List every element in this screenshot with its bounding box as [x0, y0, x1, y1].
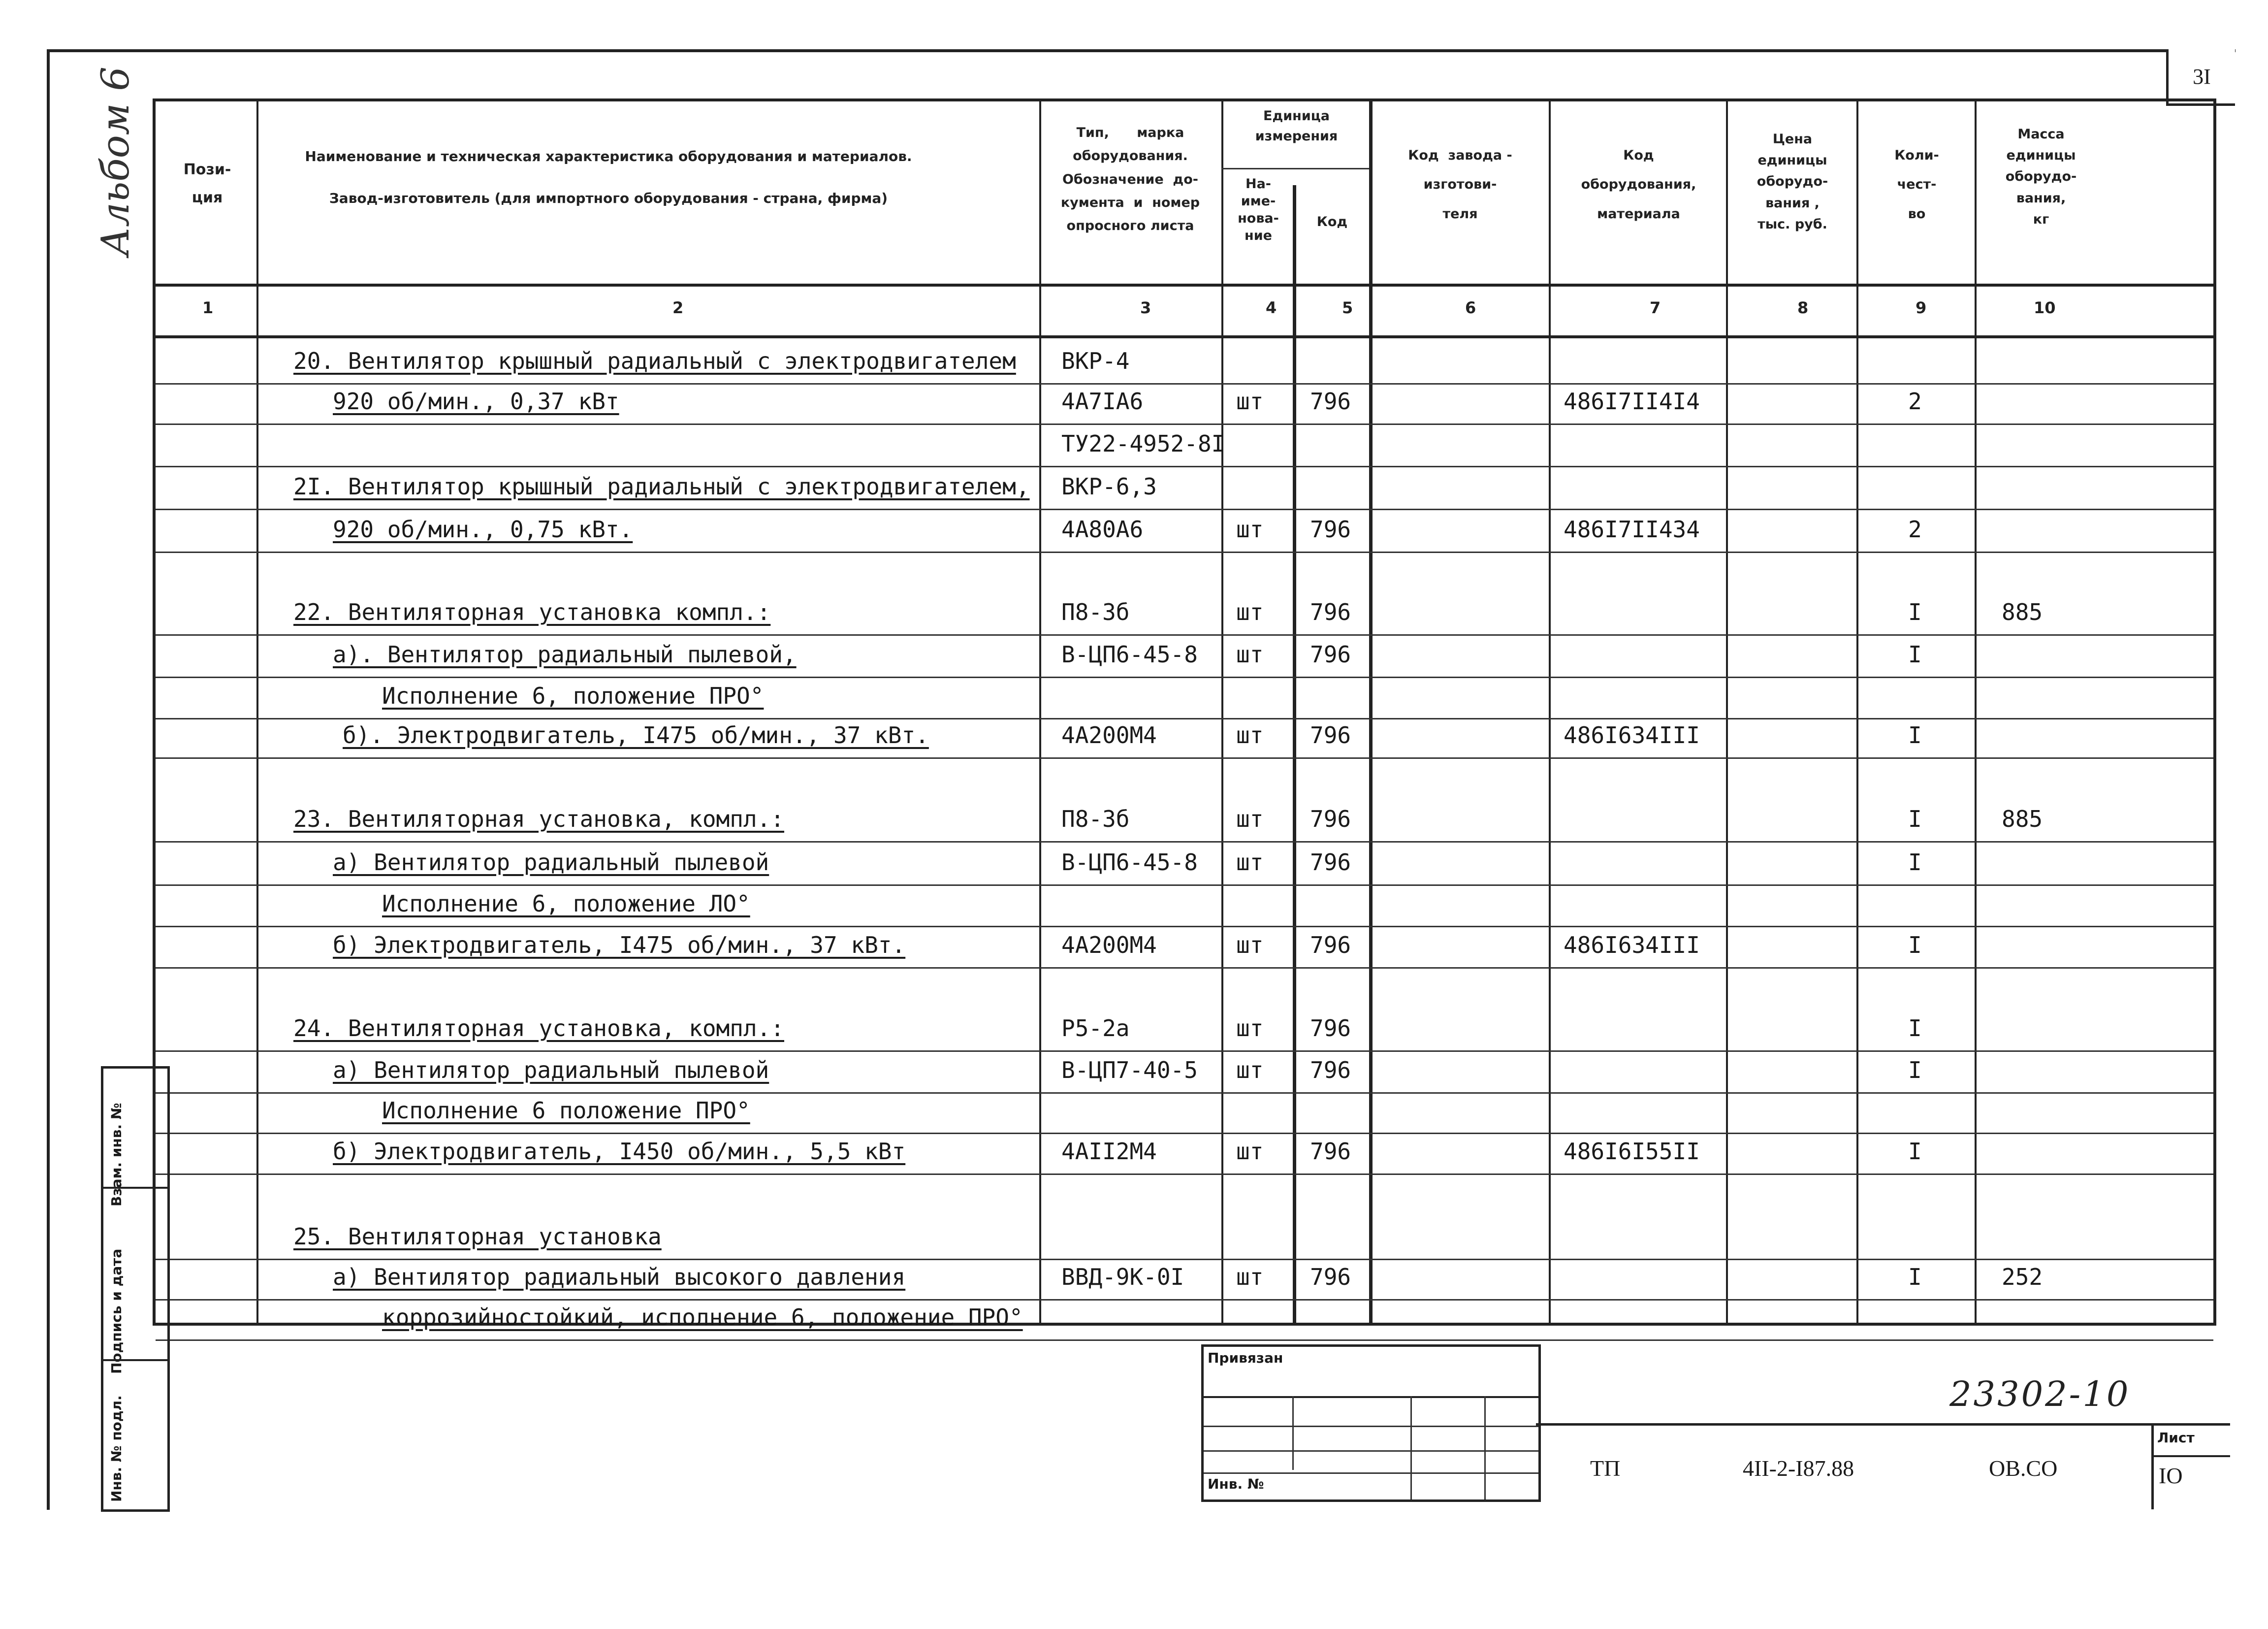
- quantity-cell: I: [1908, 1264, 1922, 1290]
- type-cell: 4А7IА6: [1061, 388, 1144, 415]
- unit-code-cell: 796: [1310, 806, 1351, 832]
- item-name: б) Электродвигатель, I450 об/мин., 5,5 кВт: [333, 1138, 906, 1165]
- type-cell: В-ЦП6-45-8: [1061, 641, 1198, 668]
- row-line: [156, 677, 2213, 678]
- item-name: Исполнение 6, положение ЛО°: [382, 890, 750, 917]
- unit-cell: шт: [1236, 806, 1264, 832]
- quantity-cell: 2: [1908, 388, 1922, 415]
- row-line: [156, 424, 2213, 425]
- item-name: б) Электродвигатель, I475 об/мин., 37 кВт.: [333, 932, 906, 958]
- type-cell: 4А80А6: [1061, 516, 1144, 543]
- unit-code-cell: 796: [1310, 388, 1351, 415]
- unit-group-line: [1221, 168, 1369, 169]
- row-line: [156, 926, 2213, 927]
- quantity-cell: I: [1908, 849, 1922, 876]
- unit-cell: шт: [1236, 849, 1264, 876]
- project-code: 4II-2-I87.88: [1743, 1456, 1854, 1481]
- header-name-line1: Наименование и техническая характеристика оборудования и материалов.: [305, 148, 912, 164]
- unit-cell: шт: [1236, 516, 1264, 543]
- item-name: 920 об/мин., 0,75 кВт.: [333, 516, 633, 543]
- equipment-table: [153, 98, 2216, 1331]
- item-name: Исполнение 6, положение ПРО°: [382, 683, 764, 709]
- quantity-cell: I: [1908, 599, 1922, 625]
- equipment-code-cell: 486I634III: [1564, 932, 1700, 958]
- unit-cell: шт: [1236, 599, 1264, 625]
- item-name: 22. Вентиляторная установка компл.:: [293, 599, 771, 625]
- type-cell: ВВД-9К-0I: [1061, 1264, 1184, 1290]
- type-cell: 4А200М4: [1061, 932, 1157, 958]
- unit-cell: шт: [1236, 932, 1264, 958]
- sheet-value: IO: [2159, 1463, 2183, 1488]
- mass-cell: 885: [2002, 806, 2043, 832]
- type-cell: ВКР-4: [1061, 348, 1130, 374]
- equipment-code-cell: 486I7II434: [1564, 516, 1700, 543]
- row-line: [156, 884, 2213, 886]
- unit-code-cell: 796: [1310, 932, 1351, 958]
- header-bottom-line: [156, 284, 2213, 287]
- side-approval-box: [101, 1066, 170, 1512]
- mass-cell: 252: [2002, 1264, 2043, 1290]
- mass-cell: 885: [2002, 599, 2043, 625]
- stamp-inv-label: Инв. №: [1208, 1476, 1264, 1492]
- header-name-line2: Завод-изготовитель (для импортного оборудования - страна, фирма): [329, 190, 888, 206]
- quantity-cell: I: [1908, 722, 1922, 749]
- unit-code-cell: 796: [1310, 1015, 1351, 1042]
- row-line: [156, 509, 2213, 510]
- row-line: [156, 718, 2213, 719]
- colnum-5: 5: [1342, 298, 1353, 317]
- colnum-4: 4: [1266, 298, 1277, 317]
- handwritten-number: 23302-10: [1949, 1374, 2131, 1414]
- colnum-10: 10: [2034, 298, 2056, 317]
- item-name: а) Вентилятор радиальный высокого давления: [333, 1264, 906, 1290]
- item-name: 2I. Вентилятор крышный радиальный с электродвигателем,: [293, 473, 1030, 500]
- quantity-cell: I: [1908, 1015, 1922, 1042]
- side-label-signature: Подпись и дата: [108, 1248, 125, 1374]
- header-unit-group: Единица измерения: [1255, 108, 1338, 144]
- type-cell: ТУ22-4952-8I: [1061, 430, 1225, 457]
- row-line: [156, 1050, 2213, 1052]
- row-line: [156, 757, 2213, 759]
- equipment-code-cell: 486I7II4I4: [1564, 388, 1700, 415]
- type-cell: П8-3б: [1061, 599, 1130, 625]
- unit-code-cell: 796: [1310, 1057, 1351, 1083]
- section-code: ОВ.СО: [1989, 1456, 2058, 1481]
- stamp-bound-label: Привязан: [1208, 1350, 1283, 1366]
- header-mass: Масса единицы оборудо- вания, кг: [2005, 127, 2077, 227]
- colnum-8: 8: [1797, 298, 1809, 317]
- type-cell: 4АII2М4: [1061, 1138, 1157, 1165]
- type-cell: 4А200М4: [1061, 722, 1157, 749]
- side-label-replace: Взам. инв. №: [108, 1103, 125, 1206]
- row-line: [156, 466, 2213, 467]
- unit-code-cell: 796: [1310, 1264, 1351, 1290]
- item-name: 24. Вентиляторная установка, компл.:: [293, 1015, 784, 1042]
- quantity-cell: I: [1908, 806, 1922, 832]
- row-line: [156, 1299, 2213, 1301]
- type-cell: П8-3б: [1061, 806, 1130, 832]
- quantity-cell: I: [1908, 1138, 1922, 1165]
- unit-cell: шт: [1236, 388, 1264, 415]
- unit-code-cell: 796: [1310, 722, 1351, 749]
- item-name: 23. Вентиляторная установка, компл.:: [293, 806, 784, 832]
- colnum-bottom-line: [156, 335, 2213, 338]
- header-unit-code: Код: [1316, 214, 1348, 229]
- item-name: а). Вентилятор радиальный пылевой,: [333, 641, 797, 668]
- row-line: [156, 841, 2213, 843]
- item-name: Исполнение 6 положение ПРО°: [382, 1097, 750, 1124]
- unit-cell: шт: [1236, 641, 1264, 668]
- row-line: [156, 1173, 2213, 1175]
- unit-cell: шт: [1236, 1015, 1264, 1042]
- colnum-2: 2: [672, 298, 684, 317]
- colnum-3: 3: [1140, 298, 1151, 317]
- quantity-cell: I: [1908, 932, 1922, 958]
- item-name: 25. Вентиляторная установка: [293, 1223, 662, 1250]
- row-line: [156, 1259, 2213, 1260]
- quantity-cell: 2: [1908, 516, 1922, 543]
- item-name: 920 об/мин., 0,37 кВт: [333, 388, 619, 415]
- album-label: Альбом 6: [94, 66, 138, 256]
- colnum-7: 7: [1650, 298, 1661, 317]
- type-cell: В-ЦП6-45-8: [1061, 849, 1198, 876]
- tp-label: ТП: [1590, 1456, 1621, 1481]
- type-cell: Р5-2а: [1061, 1015, 1130, 1042]
- header-unit-name: На- име- нова- ние: [1238, 176, 1279, 244]
- unit-code-cell: 796: [1310, 849, 1351, 876]
- row-line: [156, 1133, 2213, 1134]
- unit-cell: шт: [1236, 1057, 1264, 1083]
- unit-code-cell: 796: [1310, 641, 1351, 668]
- colnum-9: 9: [1916, 298, 1927, 317]
- sheet-number: 3I: [2166, 49, 2235, 106]
- row-line: [156, 634, 2213, 636]
- header-position: Пози- ция: [183, 161, 231, 206]
- row-line: [156, 967, 2213, 969]
- equipment-code-cell: 486I6I55II: [1564, 1138, 1700, 1165]
- sheet-label: Лист: [2157, 1430, 2195, 1446]
- unit-code-cell: 796: [1310, 599, 1351, 625]
- row-line: [156, 1339, 2213, 1341]
- unit-cell: шт: [1236, 1264, 1264, 1290]
- row-line: [156, 1092, 2213, 1094]
- unit-cell: шт: [1236, 1138, 1264, 1165]
- unit-cell: шт: [1236, 722, 1264, 749]
- item-name: 20. Вентилятор крышный радиальный с электродвигателем: [293, 348, 1016, 374]
- colnum-1: 1: [202, 298, 214, 317]
- item-name: а) Вентилятор радиальный пылевой: [333, 849, 769, 876]
- binding-stamp: [1201, 1344, 1541, 1502]
- equipment-code-cell: 486I634III: [1564, 722, 1700, 749]
- side-label-inv: Инв. № подл.: [108, 1395, 125, 1502]
- row-line: [156, 552, 2213, 553]
- header-quantity: Коли- чест- во: [1894, 148, 1939, 222]
- quantity-cell: I: [1908, 641, 1922, 668]
- title-block: [1536, 1423, 2230, 1509]
- quantity-cell: I: [1908, 1057, 1922, 1083]
- header-factory-code: Код завода - изготови- теля: [1408, 148, 1512, 222]
- unit-code-cell: 796: [1310, 1138, 1351, 1165]
- type-cell: ВКР-6,3: [1061, 473, 1157, 500]
- header-type: Тип, марка оборудования. Обозначение до- кумента и номер опросного листа: [1060, 125, 1200, 233]
- col-divider: [1293, 185, 1296, 1323]
- item-name: а) Вентилятор радиальный пылевой: [333, 1057, 769, 1083]
- unit-code-cell: 796: [1310, 516, 1351, 543]
- header-price: Цена единицы оборудо- вания , тыс. руб.: [1757, 131, 1828, 232]
- item-name: коррозийностойкий, исполнение 6, положение ПРО°: [382, 1304, 1023, 1331]
- item-name: б). Электродвигатель, I475 об/мин., 37 кВт.: [343, 722, 929, 749]
- header-equipment-code: Код оборудования, материала: [1581, 148, 1696, 222]
- colnum-6: 6: [1465, 298, 1476, 317]
- row-line: [156, 383, 2213, 385]
- type-cell: В-ЦП7-40-5: [1061, 1057, 1198, 1083]
